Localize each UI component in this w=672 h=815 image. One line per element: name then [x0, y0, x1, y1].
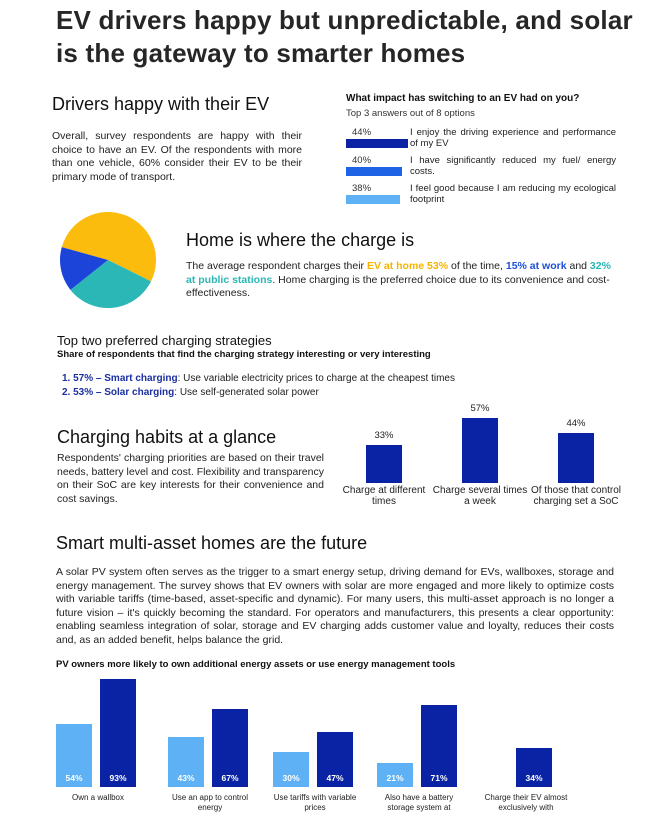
impact-percent: 40% — [352, 155, 372, 166]
pv-category-label: Charge their EV almost exclusively with — [484, 793, 568, 812]
impact-bar — [346, 195, 400, 204]
pv-category-label: Own a wallbox — [71, 793, 125, 802]
work-share-label: 15% at work — [505, 260, 567, 272]
habits-bar — [462, 418, 498, 483]
strategy-desc: : Use variable electricity prices to charge at the cheapest times — [177, 373, 455, 384]
pv-bar — [516, 748, 552, 787]
home-share-label: EV at home 53% — [366, 260, 449, 272]
pv-bar — [212, 709, 248, 787]
habits-value-label: 57% — [470, 403, 490, 414]
impact-row — [346, 183, 616, 213]
home-text-part: of the time, — [448, 260, 506, 272]
drivers-text: Overall, survey respondents are happy with their choice to have an EV. Of the respondents with more than one vehicle, 60% consider their EV to be their primary mode of transport. — [52, 130, 302, 183]
habits-category-label: Charge at different times — [342, 485, 426, 507]
strategies-subheading: Share of respondents that find the charging strategy interesting or very interesting — [57, 349, 431, 360]
impact-row — [346, 155, 616, 185]
pv-bar-value: 54% — [65, 773, 83, 783]
pv-bar — [377, 763, 413, 787]
home-text-part: and — [566, 260, 590, 272]
pv-bar-value: 21% — [386, 773, 404, 783]
impact-percent: 38% — [352, 183, 372, 194]
public-share-label: 32% at public stations — [186, 260, 611, 286]
home-text-part: The average respondent charges their — [186, 260, 367, 272]
drivers-heading: Drivers happy with their EV — [52, 94, 270, 114]
strategy-label: 1. 57% – Smart charging — [62, 373, 178, 384]
page-title: EV drivers happy but unpredictable, and solar is the gateway to smarter homes — [56, 5, 633, 68]
strategies-list — [62, 372, 455, 399]
habits-bar — [558, 433, 594, 483]
pv-category-label: Use an app to control energy — [171, 793, 249, 812]
pv-bar — [421, 705, 457, 787]
impact-percent: 44% — [352, 127, 372, 138]
charging-location-pie — [58, 210, 158, 310]
pv-bar-value: 47% — [326, 773, 344, 783]
habits-value-label: 33% — [374, 430, 394, 441]
pv-chart-title: PV owners more likely to own additional energy assets or use energy management tools — [56, 659, 456, 670]
impact-row — [346, 127, 616, 157]
impact-text: I have significantly reduced my fuel/ energy costs. — [410, 155, 616, 177]
impact-text: I enjoy the driving experience and performance of my EV — [410, 127, 616, 149]
pv-bar-value: 93% — [109, 773, 127, 783]
strategies-heading: Top two preferred charging strategies — [57, 333, 272, 348]
pv-bar-value: 67% — [221, 773, 239, 783]
home-text-part: . Home charging is the preferred choice due to its convenience and cost-effectiveness. — [186, 273, 610, 299]
impact-text: I feel good because I am reducing my ecological footprint — [410, 183, 616, 205]
strategy-item — [62, 372, 455, 386]
strategy-item — [62, 386, 455, 400]
pv-bar — [317, 732, 353, 787]
impact-subtitle: Top 3 answers out of 8 options — [346, 108, 475, 119]
habits-value-label: 44% — [566, 418, 586, 429]
impact-bar — [346, 139, 408, 148]
pv-bar-value: 71% — [430, 773, 448, 783]
strategy-desc: : Use self-generated solar power — [174, 386, 319, 398]
strategy-label: 2. 53% – Solar charging — [62, 386, 175, 398]
habits-text: Respondents' charging priorities are based on their travel needs, battery level and cost. Flexibility and transparency on their SoC are key interests for their convenience and cost savings. — [57, 452, 324, 505]
multi-heading: Smart multi-asset homes are the future — [56, 533, 368, 553]
pv-bar-value: 43% — [177, 773, 195, 783]
habits-category-label: Charge several times a week — [432, 485, 528, 507]
habits-bar — [366, 445, 402, 483]
pv-bar — [273, 752, 309, 787]
pv-category-label: Use tariffs with variable prices — [273, 793, 357, 812]
pv-bar — [56, 724, 92, 787]
pv-bar — [168, 737, 204, 787]
multi-text: A solar PV system often serves as the trigger to a smart energy setup, driving demand for EVs, wallboxes, storage and energy management. The survey shows that EV owners with solar are more engaged and more likely to optimize costs with variable tariffs (time-based, asset-specific and dynamic). For many users, this multi-asset approach is no longer a future vision – it's quickly becoming the standard. For operators and manufacturers, this presents a clear opportunity: enabling seamless integration of solar, storage and EV charging adds customer value and loyalty, reduces their costs and, as an added benefit, helps balance the grid. — [56, 566, 614, 646]
pv-category-label: Also have a battery storage system at — [384, 793, 454, 812]
pv-bar-value: 34% — [525, 773, 543, 783]
pv-bar-value: 30% — [282, 773, 300, 783]
home-heading: Home is where the charge is — [186, 230, 415, 250]
habits-category-label: Of those that control charging set a SoC — [530, 485, 622, 507]
habits-heading: Charging habits at a glance — [57, 427, 277, 447]
home-text — [186, 260, 618, 301]
impact-question: What impact has switching to an EV had on you? — [346, 93, 580, 104]
pv-bar — [100, 679, 136, 787]
impact-bar — [346, 167, 402, 176]
